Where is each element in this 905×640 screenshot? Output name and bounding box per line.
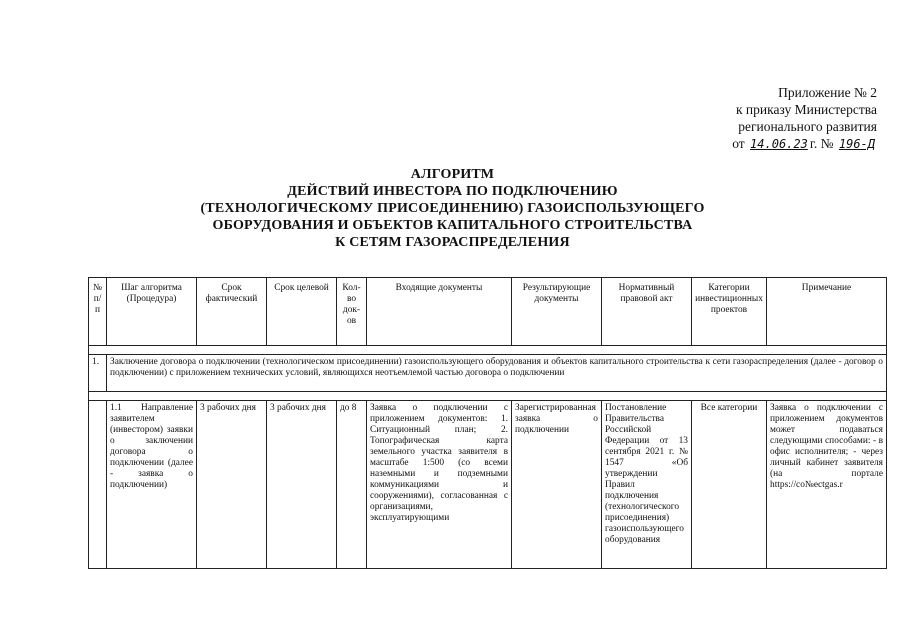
spacer-row: [89, 346, 887, 355]
cell-actual-term: 3 рабочих дня: [197, 401, 267, 569]
title-line-1: АЛГОРИТМ: [410, 167, 495, 182]
date-prefix: от: [732, 136, 745, 151]
header-result-docs: Результирующие документы: [512, 278, 602, 346]
document-title: [0, 166, 905, 251]
table-row: [89, 401, 887, 569]
header-target-term: Срок целевой: [267, 278, 337, 346]
appendix-date-line: [732, 135, 877, 153]
title-line-5: К СЕТЯМ ГАЗОРАСПРЕДЕЛЕНИЯ: [335, 235, 570, 250]
appendix-line-2: к приказу Министерства: [735, 102, 877, 117]
header-actual-term: Срок фактический: [197, 278, 267, 346]
title-line-4: ОБОРУДОВАНИЯ И ОБЪЕКТОВ КАПИТАЛЬНОГО СТРОИТЕЛЬСТВА: [212, 218, 693, 233]
handwritten-order-number: 196-Д: [838, 137, 875, 151]
title-line-3: (ТЕХНОЛОГИЧЕСКОМУ ПРИСОЕДИНЕНИЮ) ГАЗОИСПОЛЬЗУЮЩЕГО: [200, 201, 705, 216]
section-number: 1.: [89, 355, 107, 392]
header-categories: Категории инвестиционных проектов: [692, 278, 767, 346]
cell-result-docs: Зарегистрированная заявка о подключении: [512, 401, 602, 569]
appendix-line-1: Приложение № 2: [778, 85, 877, 100]
cell-doc-count: до 8: [337, 401, 367, 569]
cell-categories: Все категории: [692, 401, 767, 569]
header-note: Примечание: [767, 278, 887, 346]
date-suffix: г. №: [809, 136, 834, 151]
cell-step: 1.1 Направление заявителем (инвестором) заявки о заключении договора о подключении (далее - заявка о подключении): [107, 401, 197, 569]
algorithm-table: [88, 277, 887, 569]
section-row: [89, 355, 887, 392]
header-step: Шаг алгоритма (Процедура): [107, 278, 197, 346]
section-text: Заключение договора о подключении (технологическом присоединении) газоиспользующего оборудования и объектов капитального строительства к сети газораспределения (далее - договор о подключении) с приложением технических условий, являющихся неотъемлемой частью договора о подключении: [107, 355, 887, 392]
appendix-line-3: регионального развития: [738, 119, 877, 134]
header-input-docs: Входящие документы: [367, 278, 512, 346]
header-doc-count: Кол-во док-ов: [337, 278, 367, 346]
handwritten-date: 14.06.23: [750, 137, 808, 151]
header-legal-act: Нормативный правовой акт: [602, 278, 692, 346]
spacer-cell: [89, 346, 887, 355]
spacer-row: [89, 392, 887, 401]
table-header-row: [89, 278, 887, 346]
row-number-empty: [89, 401, 107, 569]
appendix-header: [732, 84, 877, 153]
cell-note: Заявка о подключении с приложением документов может подаваться следующими способами: - в офис исполнителя; - через личный кабинет заявителя (на портале https://co№ectgas.r: [767, 401, 887, 569]
header-number: № п/п: [89, 278, 107, 346]
title-line-2: ДЕЙСТВИЙ ИНВЕСТОРА ПО ПОДКЛЮЧЕНИЮ: [287, 184, 618, 199]
cell-legal-act: Постановление Правительства Российской Федерации от 13 сентября 2021 г. № 1547 «Об утверждении Правил подключения (технологического присоединения) газоиспользующего оборудования: [602, 401, 692, 569]
cell-target-term: 3 рабочих дня: [267, 401, 337, 569]
spacer-cell: [89, 392, 887, 401]
cell-input-docs: Заявка о подключении с приложением документов: 1. Ситуационный план; 2. Топографическая карта земельного участка заявителя в масштабе 1:500 (со всеми наземными и подземными коммуникациями и сооружениями), согласованная с организациями, эксплуатирующими: [367, 401, 512, 569]
